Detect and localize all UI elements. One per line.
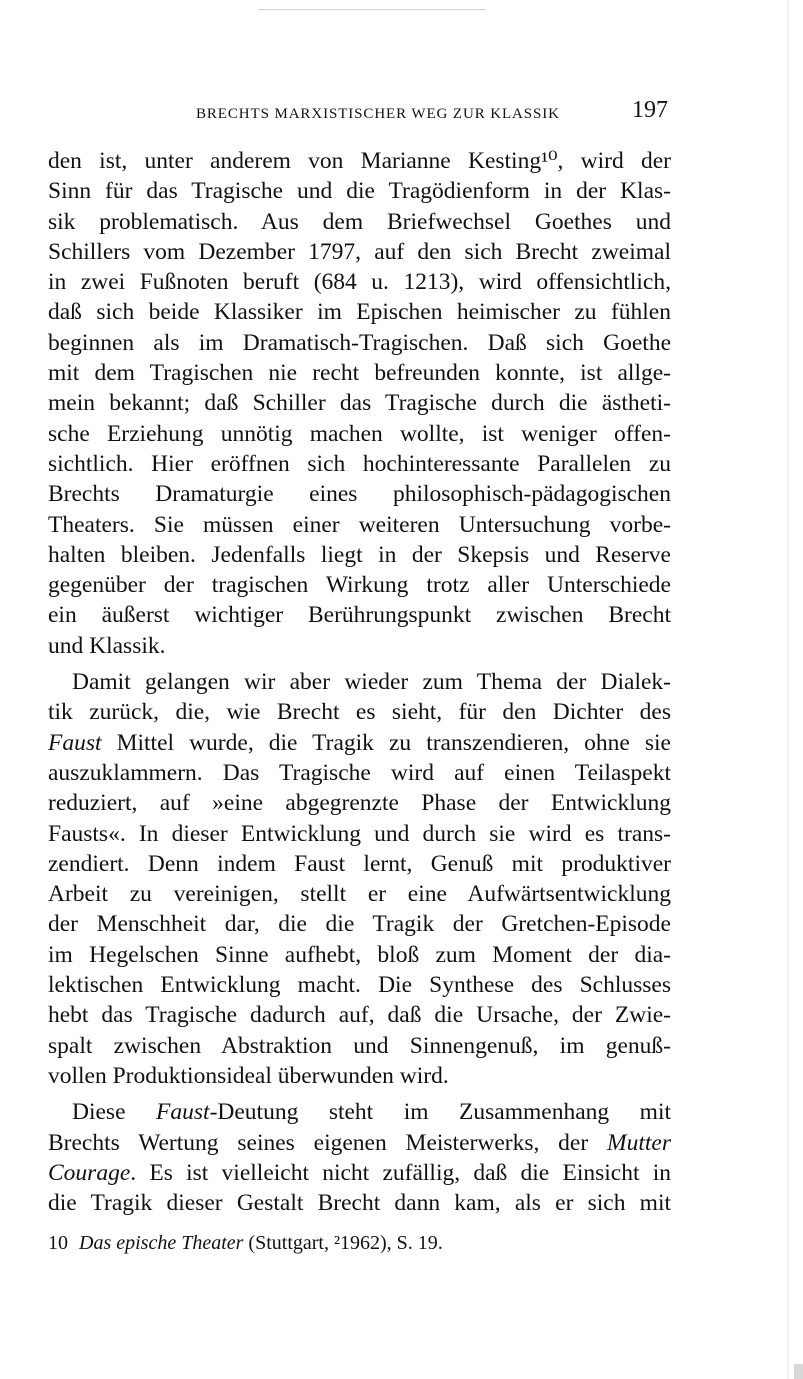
text-line: Sinn für das Tragische und die Tragödienform in der Klas- (48, 178, 671, 205)
page-number: 197 (632, 97, 668, 123)
text-line: Theaters. Sie müssen einer weiteren Untersuchung vorbe- (48, 511, 671, 538)
running-head (190, 97, 670, 130)
text-line: tik zurück, die, wie Brecht es sieht, für den Dichter des (48, 699, 671, 726)
scan-edge-line (258, 9, 486, 10)
text-line: Courage. Es ist vielleicht nicht zufällig, daß die Einsicht in (48, 1159, 671, 1186)
footnote-details: (Stuttgart, ²1962), S. 19. (248, 1232, 443, 1254)
text-line: beginnen als im Dramatisch-Tragischen. Daß sich Goethe (48, 329, 671, 356)
footnote-work-title: Das epische Theater (79, 1232, 244, 1254)
text-line: sik problematisch. Aus dem Briefwechsel Goethes und (48, 208, 671, 235)
text-line: hebt das Tragische dadurch auf, daß die Ursache, der Zwie- (48, 1002, 671, 1029)
paragraph-3 (48, 1097, 671, 1218)
body-text (48, 146, 671, 1218)
text-line: im Hegelschen Sinne aufhebt, bloß zum Moment der dia- (48, 941, 671, 968)
italic-title: Mutter (607, 1129, 671, 1156)
text-line: reduziert, auf »eine abgegrenzte Phase der Entwicklung (48, 790, 671, 817)
footnote-number: 10 (48, 1232, 68, 1254)
text-line: in zwei Fußnoten beruft (684 u. 1213), wird offensichtlich, (48, 269, 671, 296)
italic-title: Courage (48, 1159, 131, 1186)
footnote (48, 1232, 443, 1255)
text-line: lektischen Entwicklung macht. Die Synthese des Schlusses (48, 972, 671, 999)
text-line: Brechts Dramaturgie eines philosophisch-pädagogischen (48, 481, 671, 508)
text-line: mein bekannt; daß Schiller das Tragische durch die ästheti- (48, 390, 671, 417)
text-line: mit dem Tragischen nie recht befreunden konnte, ist allge- (48, 360, 671, 387)
text-line: sche Erziehung unnötig machen wollte, ist weniger offen- (48, 420, 671, 447)
text-line: die Tragik dieser Gestalt Brecht dann kam, als er sich mit (48, 1190, 671, 1217)
text-line: auszuklammern. Das Tragische wird auf einen Teilaspekt (48, 759, 671, 786)
text-line: Schillers vom Dezember 1797, auf den sich Brecht zweimal (48, 238, 671, 265)
italic-title: Faust (48, 729, 102, 756)
text-line: ein äußerst wichtiger Berührungspunkt zwischen Brecht (48, 602, 671, 629)
text-line: und Klassik. (48, 632, 166, 659)
text-line: Brechts Wertung seines eigenen Meisterwerks, der Mutter (48, 1129, 671, 1156)
scan-corner-mark (794, 1364, 803, 1379)
text-line: Diese Faust-Deutung steht im Zusammenhang mit (72, 1099, 671, 1126)
text-line: den ist, unter anderem von Marianne Kesting¹⁰, wird der (48, 148, 671, 174)
text-line: gegenüber der tragischen Wirkung trotz aller Unterschiede (48, 572, 671, 599)
italic-title: Faust (156, 1099, 210, 1126)
scan-edge-shadow (787, 0, 789, 1379)
text-line: daß sich beide Klassiker im Epischen heimischer zu fühlen (48, 299, 671, 326)
paragraph-1 (48, 146, 671, 661)
paragraph-2 (48, 667, 671, 1091)
text-line: sichtlich. Hier eröffnen sich hochinteressante Parallelen zu (48, 450, 671, 477)
text-line: Arbeit zu vereinigen, stellt er eine Aufwärtsentwicklung (48, 881, 671, 908)
text-line: Faust Mittel wurde, die Tragik zu transzendieren, ohne sie (48, 729, 671, 756)
text-line: halten bleiben. Jedenfalls liegt in der Skepsis und Reserve (48, 541, 671, 568)
text-line: spalt zwischen Abstraktion und Sinnengenuß, im genuß- (48, 1032, 671, 1059)
text-line: Damit gelangen wir aber wieder zum Thema der Dialek- (72, 669, 671, 696)
running-title: BRECHTS MARXISTISCHER WEG ZUR KLASSIK (196, 106, 560, 122)
text-line: Fausts«. In dieser Entwicklung und durch sie wird es trans- (48, 820, 671, 847)
text-line: vollen Produktionsideal überwunden wird. (48, 1062, 449, 1089)
text-line: zendiert. Denn indem Faust lernt, Genuß mit produktiver (48, 850, 671, 877)
text-line: der Menschheit dar, die die Tragik der Gretchen-Episode (48, 911, 671, 938)
